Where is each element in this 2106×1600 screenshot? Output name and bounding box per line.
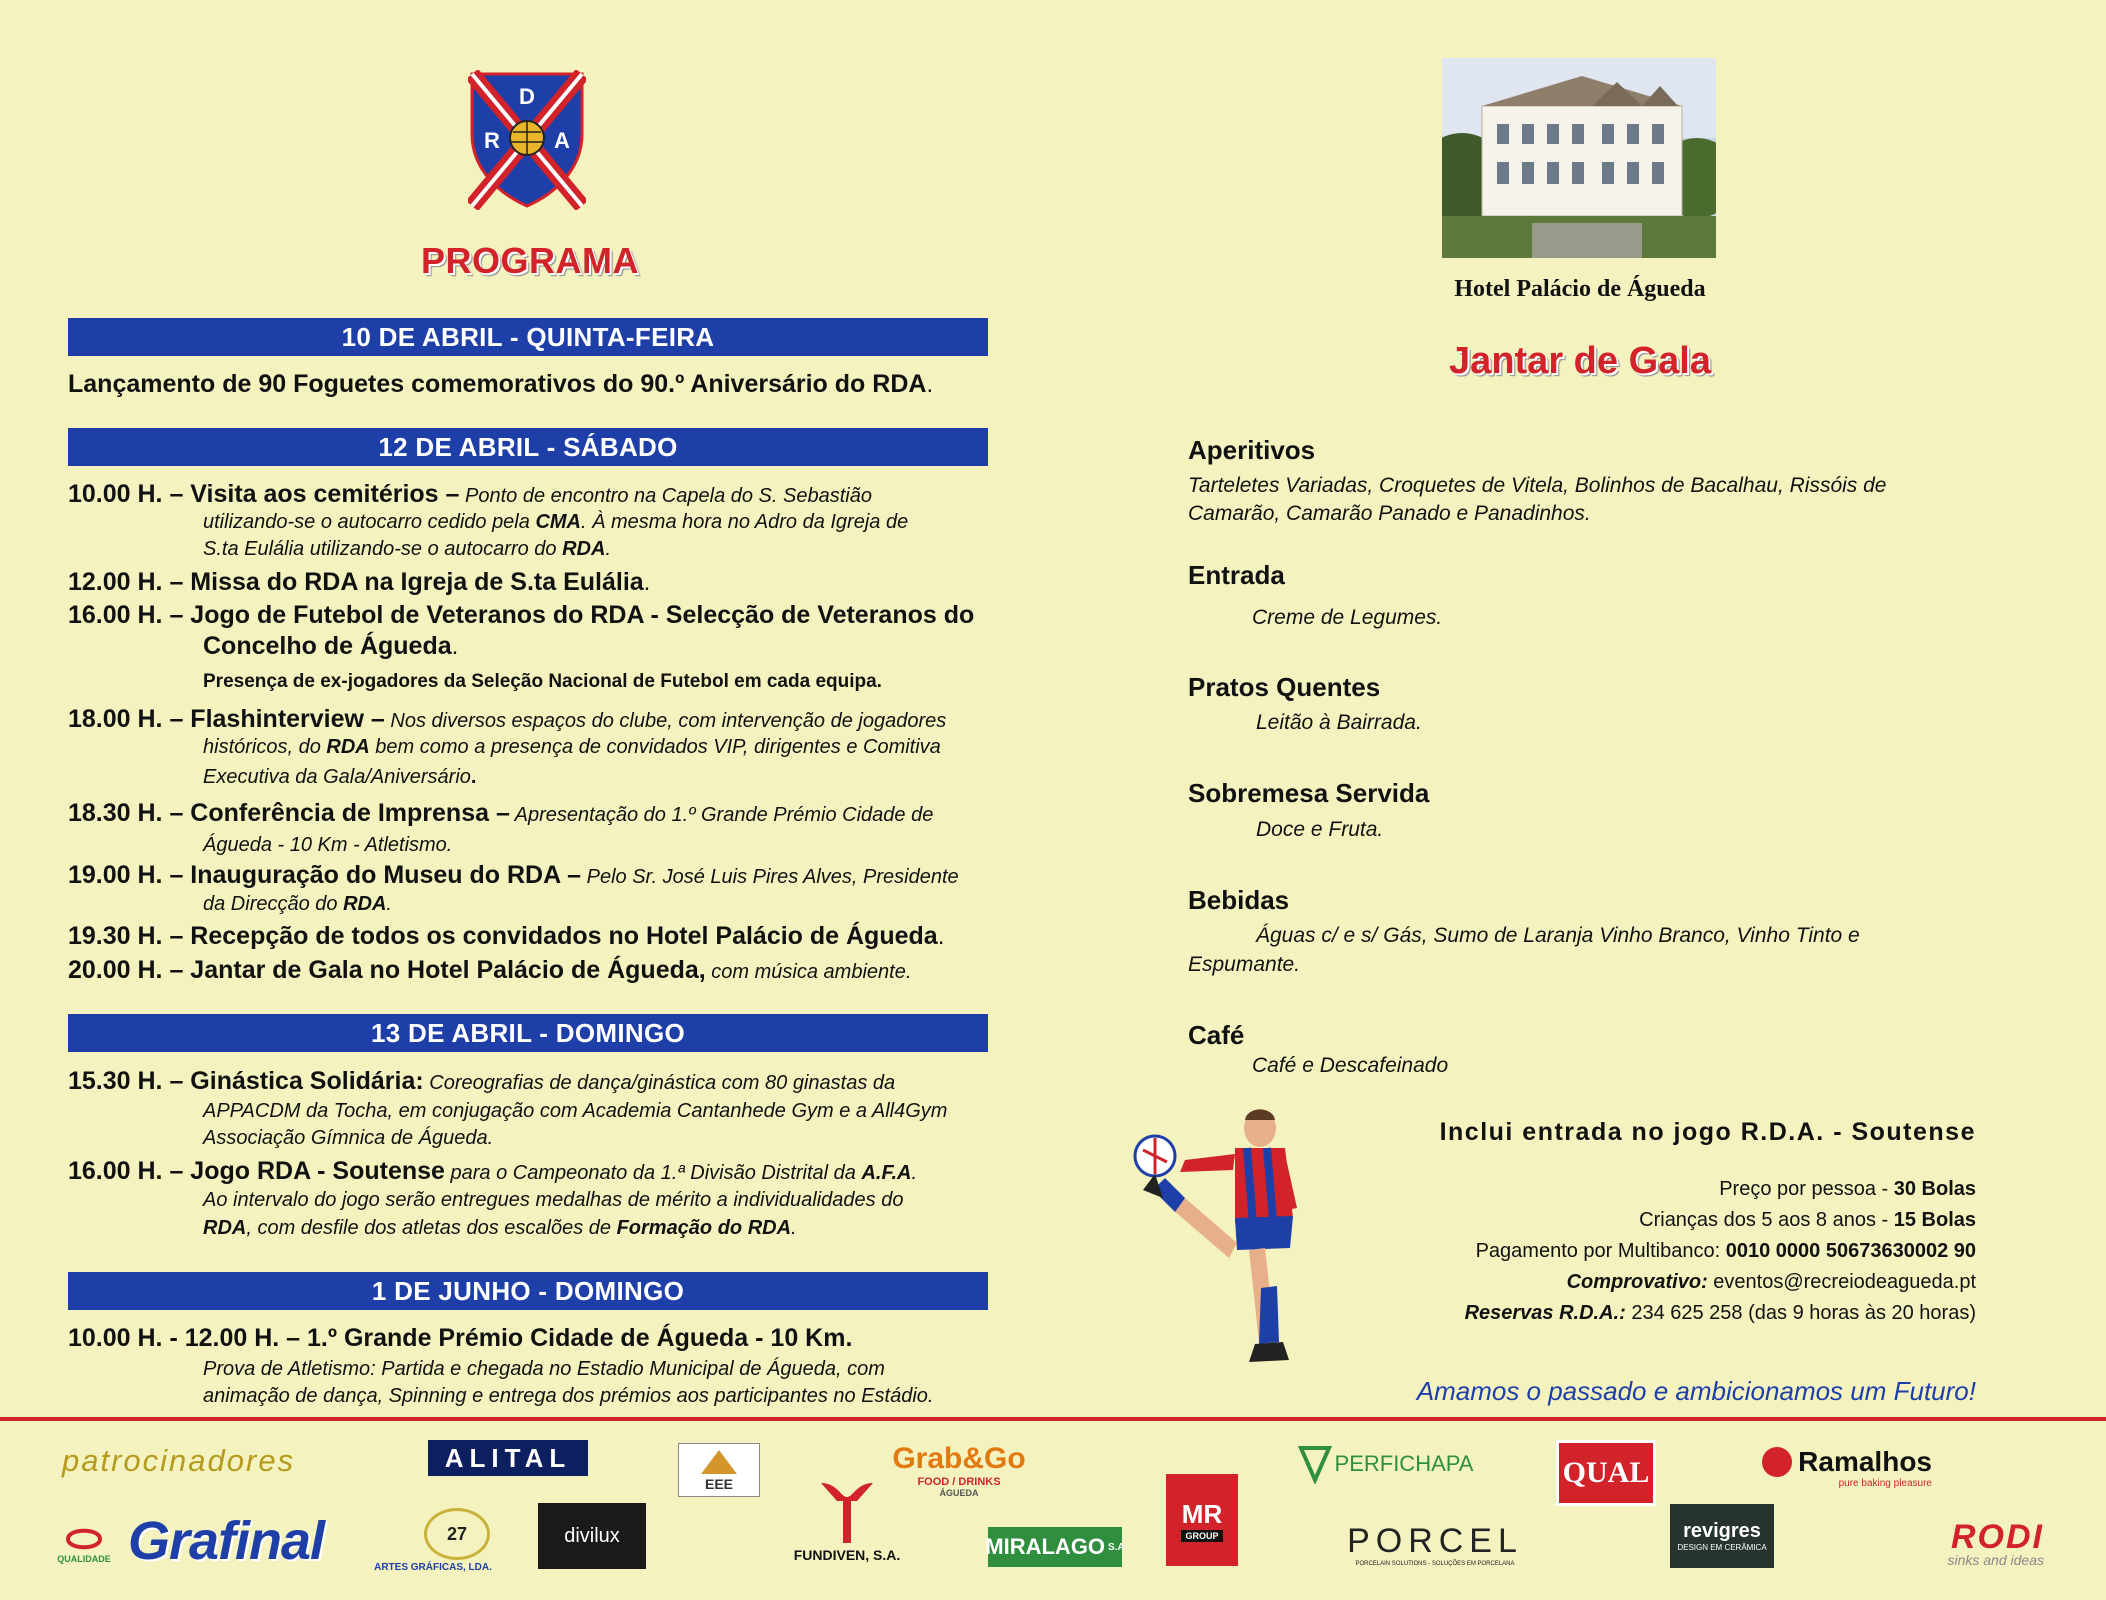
day2-event-1900-desc-1 <box>203 890 1003 918</box>
menu-pratos-text: Leitão à Bairrada. <box>1256 711 1422 734</box>
payment-value: 0010 0000 50673630002 90 <box>1725 1240 1976 1262</box>
day2-event-1030-desc-2 <box>203 535 1003 563</box>
menu-sobremesa-text: Doce e Fruta. <box>1256 818 1384 841</box>
revigres-logo-sub: DESIGN EM CERÂMICA <box>1677 1543 1767 1552</box>
price-value: 30 Bolas <box>1893 1178 1976 1200</box>
event-title: 18.30 H. – Conferência de Imprensa – <box>68 799 510 827</box>
event-title: 16.00 H. – Jogo de Futebol de Veteranos do RDA - Selecção de Veteranos do <box>68 601 975 629</box>
grafinal-logo-text: Grafinal <box>128 1511 325 1571</box>
price-value: 15 Bolas <box>1893 1209 1976 1231</box>
day2-event-1900 <box>68 860 1008 892</box>
rodi-logo <box>1868 1520 2044 1570</box>
event-desc: Coreografias de dança/ginástica com 80 ginastas da <box>423 1072 896 1094</box>
eee-logo-text: EEE <box>704 1476 733 1492</box>
mr-group-logo <box>1166 1474 1238 1566</box>
hotel-name: Hotel Palácio de Águeda <box>1454 276 1706 302</box>
divilux-logo: divilux <box>538 1503 646 1569</box>
event-desc-bold: A.F.A <box>861 1162 912 1184</box>
event-desc: . <box>911 1162 918 1184</box>
price-per-person <box>1719 1175 1976 1203</box>
price-children <box>1639 1206 1976 1234</box>
perfichapa-logo <box>1276 1442 1492 1486</box>
menu-bebidas-text-1: Águas c/ e s/ Gás, Sumo de Laranja Vinho Branco, Vinho Tinto e <box>1256 924 1860 947</box>
event-end: . <box>643 569 651 596</box>
mr-group-logo-sub: GROUP <box>1181 1530 1222 1542</box>
ramalhos-logo-sub: pure baking pleasure <box>1838 1477 1932 1489</box>
event-title: 16.00 H. – Jogo RDA - Soutense <box>68 1157 445 1185</box>
event-title: 18.00 H. – Flashinterview – <box>68 705 385 733</box>
comprovativo-email[interactable]: eventos@recreiodeagueda.pt <box>1707 1271 1976 1293</box>
day3-event-1600-desc-1: Ao intervalo do jogo serão entregues medalhas de mérito a individualidades do <box>203 1189 904 1211</box>
miralago-logo <box>985 1527 1125 1567</box>
day2-event-2000 <box>68 955 1008 987</box>
qualidade-mark-icon <box>64 1524 104 1554</box>
desc-part: Executiva da Gala/Aniversário <box>203 766 471 788</box>
crest-letter-r: R <box>484 128 500 153</box>
qual-logo: QUAL <box>1556 1440 1656 1506</box>
desc-bold: RDA <box>343 893 387 915</box>
reservas <box>1465 1299 1976 1327</box>
crest-letter-a: A <box>554 128 570 153</box>
day3-event-1600 <box>68 1156 1008 1188</box>
event-title: 12.00 H. – Missa do RDA na Igreja de S.ta Eulália <box>68 568 644 596</box>
desc-bold: RDA <box>203 1217 247 1239</box>
day2-event-1800-desc-1 <box>203 733 1003 761</box>
menu-entrada-text: Creme de Legumes. <box>1252 606 1443 629</box>
day3-event-1530-desc-1: APPACDM da Tocha, em conjugação com Academia Cantanhede Gym e a All4Gym <box>203 1100 948 1122</box>
day3-event-1530-desc-2: Associação Gímnica de Águeda. <box>203 1127 494 1149</box>
day4-event-1000 <box>68 1323 1008 1354</box>
day2-event-1030 <box>68 479 1008 511</box>
day2-event-1200 <box>68 567 1008 598</box>
grafinal-logo <box>128 1508 368 1574</box>
revigres-logo-text: revigres <box>1683 1520 1761 1542</box>
day3-event-1530 <box>68 1066 1008 1098</box>
day-band-12-abril: 12 DE ABRIL - SÁBADO <box>68 428 988 466</box>
sponsor-divider <box>0 1417 2106 1421</box>
mr-group-logo-text: MR <box>1181 1498 1223 1529</box>
desc-part: . <box>451 633 459 660</box>
jantar-title: Jantar de Gala <box>1449 340 1711 382</box>
eee-triangle-icon <box>699 1448 739 1476</box>
qualidade-badge <box>58 1520 110 1568</box>
desc-part: . À mesma hora no Adro da Igreja de <box>580 511 909 533</box>
inclui-entrada-text: Inclui entrada no jogo R.D.A. - Soutense <box>1439 1118 1976 1146</box>
price-label: Crianças dos 5 aos 8 anos - <box>1639 1209 1894 1231</box>
ramalhos-mark-icon <box>1762 1447 1792 1477</box>
slogan: Amamos o passado e ambicionamos um Futuro! <box>1416 1376 1976 1406</box>
perfichapa-logo-text: PERFICHAPA <box>1334 1451 1474 1476</box>
event-title: 15.30 H. – Ginástica Solidária: <box>68 1067 424 1095</box>
day-band-13-abril: 13 DE ABRIL - DOMINGO <box>68 1014 988 1052</box>
grabgo-logo-sub2: ÁGUEDA <box>939 1488 979 1498</box>
price-label: Preço por pessoa - <box>1719 1178 1894 1200</box>
day3-event-1600-desc-2 <box>203 1214 1003 1242</box>
qualidade-text: QUALIDADE <box>57 1554 111 1564</box>
ramalhos-logo <box>1732 1440 1932 1494</box>
menu-bebidas-text-2: Espumante. <box>1188 953 1301 976</box>
sponsors-label: patrocinadores <box>62 1443 296 1478</box>
revigres-logo <box>1670 1504 1774 1568</box>
event-title: 10.00 H. – Visita aos cemitérios – <box>68 480 460 508</box>
reservas-phone: 234 625 258 (das 9 horas às 20 horas) <box>1625 1302 1976 1324</box>
menu-entrada-heading: Entrada <box>1188 560 1285 590</box>
event-title: 19.30 H. – Recepção de todos os convidados no Hotel Palácio de Águeda <box>68 922 938 950</box>
footballer-illustration <box>1125 1098 1300 1398</box>
day1-event-text: Lançamento de 90 Foguetes comemorativos do 90.º Aniversário do RDA <box>68 370 927 398</box>
eee-logo <box>678 1443 760 1497</box>
day2-event-1930 <box>68 921 1008 952</box>
desc-part: utilizando-se o autocarro cedido pela <box>203 511 536 533</box>
menu-sobremesa-heading: Sobremesa Servida <box>1188 778 1430 808</box>
fundiven-logo <box>784 1474 910 1566</box>
badge-27: 27 <box>424 1508 490 1560</box>
rda-crest-logo <box>468 70 586 210</box>
day4-event-desc-1: Prova de Atletismo: Partida e chegada no Estadio Municipal de Águeda, com <box>203 1358 885 1380</box>
desc-bold: Concelho de Águeda <box>203 632 452 660</box>
comprovativo-label: Comprovativo: <box>1566 1271 1708 1293</box>
hotel-photo <box>1442 58 1716 258</box>
day2-event-1800-desc-2 <box>203 763 1003 791</box>
grafinal-logo-sub: ARTES GRÁFICAS, LDA. <box>374 1561 492 1573</box>
event-desc: Pelo Sr. José Luis Pires Alves, Presidente <box>581 866 959 888</box>
event-desc: Nos diversos espaços do clube, com intervenção de jogadores <box>384 710 947 732</box>
perfichapa-mark-icon <box>1295 1444 1335 1484</box>
event-desc: com música ambiente. <box>705 961 912 983</box>
event-title: 10.00 H. - 12.00 H. – 1.º Grande Prémio Cidade de Águeda - 10 Km. <box>68 1324 853 1352</box>
crest-letter-d: D <box>519 84 535 109</box>
payment-label: Pagamento por Multibanco: <box>1475 1240 1726 1262</box>
event-end: . <box>937 923 945 950</box>
desc-bold: RDA <box>562 538 606 560</box>
menu-aperitivos-text-1: Tarteletes Variadas, Croquetes de Vitela, Bolinhos de Bacalhau, Rissóis de <box>1188 474 1887 497</box>
day2-event-1800 <box>68 704 1008 736</box>
desc-part: S.ta Eulália utilizando-se o autocarro do <box>203 538 563 560</box>
event-title: 19.00 H. – Inauguração do Museu do RDA – <box>68 861 582 889</box>
day2-event-1830 <box>68 798 1008 830</box>
menu-aperitivos-heading: Aperitivos <box>1188 435 1316 465</box>
day-band-10-abril: 10 DE ABRIL - QUINTA-FEIRA <box>68 318 988 356</box>
menu-cafe-heading: Café <box>1188 1020 1245 1050</box>
desc-part: , com desfile dos atletas dos escalões de <box>246 1217 617 1239</box>
desc-part: . <box>605 538 612 560</box>
comprovativo <box>1567 1268 1976 1296</box>
desc-bold: CMA <box>535 511 581 533</box>
day2-event-1830-desc-1: Águeda - 10 Km - Atletismo. <box>203 834 453 856</box>
day-band-1-junho: 1 DE JUNHO - DOMINGO <box>68 1272 988 1310</box>
fundiven-logo-text: FUNDIVEN, S.A. <box>793 1547 901 1563</box>
menu-aperitivos-text-2: Camarão, Camarão Panado e Panadinhos. <box>1188 502 1591 525</box>
day2-event-1600-desc-1 <box>203 632 1003 661</box>
porcel-logo-sub: PORCELAIN SOLUTIONS - SOLUÇÕES EM PORCELANA <box>1355 1560 1515 1567</box>
desc-bold: RDA <box>326 736 370 758</box>
desc-part: . <box>386 893 392 915</box>
day1-event-end: . <box>926 371 934 398</box>
reservas-label: Reservas R.D.A.: <box>1464 1302 1626 1324</box>
programa-title: PROGRAMA <box>421 240 639 281</box>
desc-part: históricos, do <box>203 736 327 758</box>
ramalhos-logo-main <box>1762 1446 1932 1478</box>
desc-bold: Formação do RDA <box>616 1217 792 1239</box>
desc-part: da Direcção do <box>203 893 344 915</box>
porcel-logo <box>1332 1518 1538 1570</box>
porcel-logo-text: PORCEL <box>1347 1521 1523 1560</box>
desc-part: bem como a presença de convidados VIP, dirigentes e Comitiva <box>369 736 941 758</box>
menu-bebidas-heading: Bebidas <box>1188 885 1290 915</box>
day2-event-1600-desc-2: Presença de ex-jogadores da Seleção Nacional de Futebol em cada equipa. <box>203 671 882 692</box>
rodi-logo-sub: sinks and ideas <box>1947 1552 2044 1568</box>
menu-pratos-heading: Pratos Quentes <box>1188 672 1381 702</box>
event-desc: Apresentação do 1.º Grande Prémio Cidade de <box>509 804 934 826</box>
day2-event-1030-desc-1 <box>203 508 1003 536</box>
payment-multibanco <box>1476 1237 1976 1265</box>
ramalhos-logo-text: Ramalhos <box>1798 1445 1932 1477</box>
event-desc: Ponto de encontro na Capela do S. Sebastião <box>459 485 872 507</box>
rodi-logo-text: RODI <box>1951 1518 2044 1556</box>
grabgo-logo-text: Grab&Go <box>892 1442 1026 1475</box>
day1-event <box>68 369 1008 400</box>
miralago-logo-text: MIRALAGO <box>985 1534 1106 1559</box>
grabgo-logo-sub: FOOD / DRINKS <box>917 1476 1001 1488</box>
day2-event-1600 <box>68 600 1008 631</box>
event-title: 20.00 H. – Jantar de Gala no Hotel Palácio de Águeda, <box>68 956 706 984</box>
menu-cafe-text: Café e Descafeinado <box>1252 1054 1449 1077</box>
fundiven-mark-icon <box>817 1477 877 1547</box>
miralago-logo-sa: S.A <box>1108 1541 1125 1553</box>
alital-logo: ALITAL <box>428 1440 588 1476</box>
desc-part: . <box>470 766 477 788</box>
day4-event-desc-2: animação de dança, Spinning e entrega dos prémios aos participantes no Estádio. <box>203 1385 934 1407</box>
event-desc: para o Campeonato da 1.ª Divisão Distrital da <box>444 1162 862 1184</box>
desc-part: . <box>791 1217 797 1239</box>
